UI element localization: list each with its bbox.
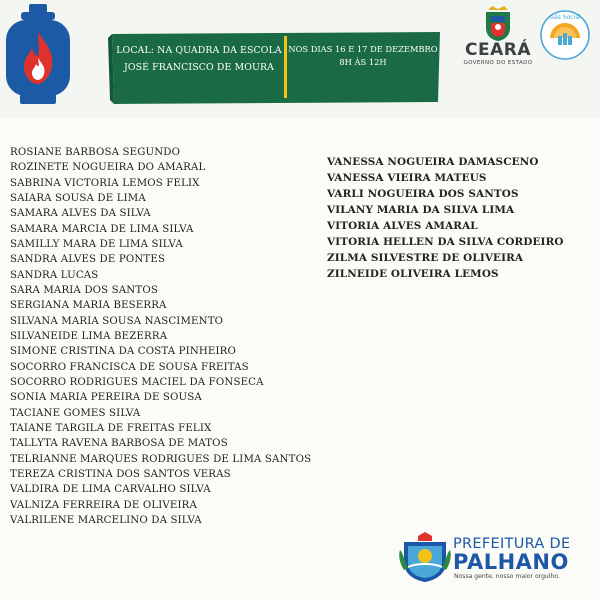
gas-cylinder-icon [2, 2, 74, 106]
list-item: VILANY MARIA DA SILVA LIMA [327, 204, 515, 216]
list-item: TALLYTA RAVENA BARBOSA DE MATOS [10, 438, 228, 450]
event-info-banner [108, 30, 444, 106]
list-item: TEREZA CRISTINA DOS SANTOS VERAS [10, 468, 231, 480]
banner-divider [284, 36, 287, 98]
list-item: SANDRA LUCAS [10, 269, 99, 281]
list-item: SAMARA ALVES DA SILVA [10, 208, 151, 220]
list-item: SOCORRO FRANCISCA DE SOUSA FREITAS [10, 361, 249, 373]
list-item: VITORIA HELLEN DA SILVA CORDEIRO [327, 236, 564, 248]
list-item: VALDIRA DE LIMA CARVALHO SILVA [10, 484, 211, 496]
list-item: SAMILLY MARA DE LIMA SILVA [10, 238, 183, 250]
event-dates-line2: 8H ÀS 12H [339, 57, 387, 67]
ceara-logo [458, 6, 538, 66]
list-item: VALNIZA FERREIRA DE OLIVEIRA [10, 499, 198, 511]
prefeitura-line2: PALHANO [453, 550, 569, 574]
list-item: ZILNEIDE OLIVEIRA LEMOS [327, 268, 499, 280]
list-item: SIMONE CRISTINA DA COSTA PINHEIRO [10, 346, 237, 358]
list-item: ZILMA SILVESTRE DE OLIVEIRA [327, 252, 524, 264]
list-item: SAIARA SOUSA DE LIMA [10, 192, 146, 204]
list-item: SARA MARIA DOS SANTOS [10, 284, 158, 296]
event-location-line2: JOSÉ FRANCISCO DE MOURA [123, 62, 275, 73]
list-item: VANESSA NOGUEIRA DAMASCENO [327, 156, 539, 168]
list-item: SANDRA ALVES DE PONTES [10, 254, 166, 266]
list-item: TACIANE GOMES SILVA [10, 407, 141, 419]
list-item: SAMARA MARCIA DE LIMA SILVA [10, 223, 194, 235]
list-item: SERGIANA MARIA BESERRA [10, 300, 167, 312]
list-item: ROZINETE NOGUEIRA DO AMARAL [10, 162, 206, 174]
ceara-subtitle: GOVERNO DO ESTADO [463, 60, 533, 66]
beneficiary-list-left [10, 145, 311, 528]
list-item: VITORIA ALVES AMARAL [327, 220, 478, 232]
beneficiary-list-right [327, 154, 564, 282]
list-item: VANESSA VIEIRA MATEUS [327, 172, 487, 184]
gas-social-logo [538, 8, 592, 62]
gas-social-logo-text: Gás Social [549, 14, 581, 21]
prefeitura-line1: PREFEITURA DE [453, 536, 571, 552]
list-item: SOCORRO RODRIGUES MACIEL DA FONSECA [10, 376, 264, 388]
list-item: SONIA MARIA PEREIRA DE SOUSA [10, 392, 202, 404]
list-item: SILVANA MARIA SOUSA NASCIMENTO [10, 315, 224, 327]
prefeitura-palhano-logo [398, 532, 578, 584]
list-item: VARLI NOGUEIRA DOS SANTOS [327, 188, 519, 200]
list-item: ROSIANE BARBOSA SEGUNDO [10, 147, 181, 158]
list-item: SABRINA VICTORIA LEMOS FELIX [10, 177, 200, 189]
event-dates [288, 43, 438, 69]
ceara-name: CEARÁ [465, 40, 531, 60]
event-location-line1: LOCAL: NA QUADRA DA ESCOLA [116, 45, 282, 56]
ceara-crest-icon [458, 6, 538, 42]
list-item: TELRIANNE MARQUES RODRIGUES DE LIMA SANTOS [10, 453, 312, 465]
palhano-crest-icon [398, 532, 452, 584]
prefeitura-slogan: Nossa gente, nosso maior orgulho. [454, 573, 560, 580]
event-location [114, 42, 284, 76]
event-dates-line1: NOS DIAS 16 E 17 DE DEZEMBRO [288, 44, 438, 54]
list-item: VALRILENE MARCELINO DA SILVA [10, 514, 202, 526]
list-item: TAIANE TARGILA DE FREITAS FELIX [10, 422, 212, 434]
list-item: SILVANEIDE LIMA BEZERRA [10, 330, 168, 342]
